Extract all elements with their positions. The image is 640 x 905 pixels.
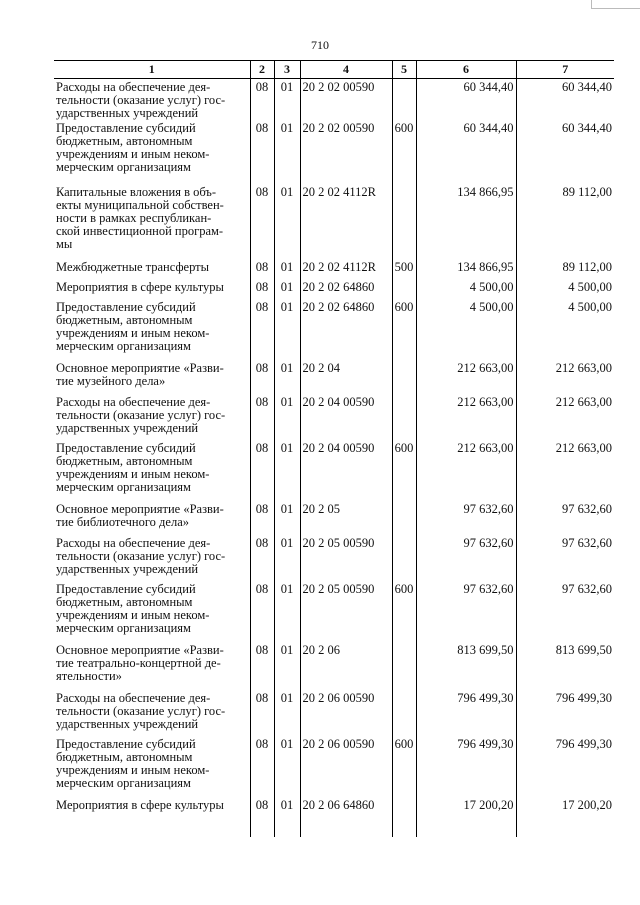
row-expense-type-cell: 600 [392, 299, 416, 360]
row-section-cell: 08 [250, 535, 274, 581]
row-section-cell: 08 [250, 736, 274, 797]
row-amount-cell: 212 663,00 [416, 360, 516, 394]
row-amount-cell: 4 500,00 [516, 279, 614, 299]
row-target-code-cell: 20 2 04 00590 [300, 440, 392, 501]
row-name-cell: Предоставление субсидий бюджетным, автономным учреждениям и иным неком- мерческим организациям [56, 300, 210, 353]
row-expense-type-cell [392, 690, 416, 736]
row-target-code-cell: 20 2 02 00590 [300, 120, 392, 184]
table-row [54, 581, 614, 642]
row-name-cell: Мероприятия в сфере культуры [56, 280, 224, 294]
row-amount-cell: 60 344,40 [416, 79, 516, 121]
row-target-code-cell: 20 2 04 00590 [300, 394, 392, 440]
row-expense-type-cell [392, 501, 416, 535]
row-amount-cell: 796 499,30 [416, 690, 516, 736]
row-name-cell: Предоставление субсидий бюджетным, автономным учреждениям и иным неком- мерческим организациям [56, 582, 210, 635]
row-amount-cell: 17 200,20 [516, 797, 614, 837]
row-subsection-cell: 01 [274, 259, 300, 279]
row-amount-cell: 212 663,00 [516, 394, 614, 440]
row-section-cell: 08 [250, 120, 274, 184]
row-amount-cell: 4 500,00 [416, 299, 516, 360]
row-amount-cell: 17 200,20 [416, 797, 516, 837]
row-expense-type-cell: 600 [392, 440, 416, 501]
row-target-code-cell: 20 2 05 00590 [300, 581, 392, 642]
column-header: 6 [416, 61, 516, 79]
row-name-cell: Мероприятия в сфере культуры [56, 798, 224, 812]
row-amount-cell: 60 344,40 [516, 79, 614, 121]
row-subsection-cell: 01 [274, 690, 300, 736]
row-target-code-cell: 20 2 04 [300, 360, 392, 394]
row-section-cell: 08 [250, 581, 274, 642]
page-number: 710 [311, 38, 329, 52]
row-amount-cell: 796 499,30 [516, 736, 614, 797]
row-amount-cell: 97 632,60 [416, 501, 516, 535]
row-name-cell: Расходы на обеспечение дея- тельности (оказание услуг) гос- ударственных учреждений [56, 80, 226, 120]
row-amount-cell: 813 699,50 [416, 642, 516, 690]
row-amount-cell: 813 699,50 [516, 642, 614, 690]
row-amount-cell: 4 500,00 [516, 299, 614, 360]
row-subsection-cell: 01 [274, 797, 300, 837]
table-row [54, 690, 614, 736]
row-subsection-cell: 01 [274, 279, 300, 299]
row-subsection-cell: 01 [274, 642, 300, 690]
row-name-cell: Расходы на обеспечение дея- тельности (оказание услуг) гос- ударственных учреждений [56, 691, 226, 731]
row-section-cell: 08 [250, 79, 274, 121]
row-subsection-cell: 01 [274, 501, 300, 535]
row-target-code-cell: 20 2 05 00590 [300, 535, 392, 581]
row-name-cell: Предоставление субсидий бюджетным, автономным учреждениям и иным неком- мерческим организациям [56, 737, 210, 790]
column-header: 1 [54, 61, 250, 79]
row-section-cell: 08 [250, 501, 274, 535]
row-name-cell: Основное мероприятие «Разви- тие театрально-концертной де- ятельности» [56, 643, 224, 683]
row-subsection-cell: 01 [274, 736, 300, 797]
row-expense-type-cell [392, 79, 416, 121]
row-amount-cell: 97 632,60 [416, 581, 516, 642]
row-target-code-cell: 20 2 02 00590 [300, 79, 392, 121]
row-target-code-cell: 20 2 02 4112R [300, 259, 392, 279]
table-row [54, 535, 614, 581]
row-section-cell: 08 [250, 299, 274, 360]
row-expense-type-cell [392, 360, 416, 394]
column-header: 4 [300, 61, 392, 79]
row-amount-cell: 89 112,00 [516, 184, 614, 259]
column-header: 5 [392, 61, 416, 79]
row-name-cell: Расходы на обеспечение дея- тельности (оказание услуг) гос- ударственных учреждений [56, 536, 226, 576]
row-subsection-cell: 01 [274, 360, 300, 394]
row-expense-type-cell [392, 279, 416, 299]
row-amount-cell: 89 112,00 [516, 259, 614, 279]
row-section-cell: 08 [250, 360, 274, 394]
row-expense-type-cell [392, 797, 416, 837]
table-row [54, 279, 614, 299]
row-amount-cell: 60 344,40 [516, 120, 614, 184]
row-amount-cell: 97 632,60 [516, 501, 614, 535]
row-target-code-cell: 20 2 06 00590 [300, 736, 392, 797]
row-expense-type-cell [392, 184, 416, 259]
table-row [54, 501, 614, 535]
row-name-cell: Межбюджетные трансферты [56, 260, 210, 274]
row-amount-cell: 212 663,00 [416, 440, 516, 501]
row-name-cell: Основное мероприятие «Разви- тие библиотечного дела» [56, 502, 224, 529]
row-target-code-cell: 20 2 02 64860 [300, 279, 392, 299]
row-target-code-cell: 20 2 06 [300, 642, 392, 690]
row-expense-type-cell: 500 [392, 259, 416, 279]
row-subsection-cell: 01 [274, 440, 300, 501]
row-expense-type-cell: 600 [392, 581, 416, 642]
column-header: 3 [274, 61, 300, 79]
table-row [54, 259, 614, 279]
row-target-code-cell: 20 2 02 4112R [300, 184, 392, 259]
table-row [54, 797, 614, 837]
row-section-cell: 08 [250, 642, 274, 690]
row-expense-type-cell [392, 535, 416, 581]
row-amount-cell: 97 632,60 [516, 581, 614, 642]
row-section-cell: 08 [250, 279, 274, 299]
row-amount-cell: 134 866,95 [416, 259, 516, 279]
row-name-cell: Предоставление субсидий бюджетным, автономным учреждениям и иным неком- мерческим организациям [56, 441, 210, 494]
row-subsection-cell: 01 [274, 79, 300, 121]
table-row [54, 394, 614, 440]
row-subsection-cell: 01 [274, 184, 300, 259]
row-amount-cell: 796 499,30 [516, 690, 614, 736]
row-subsection-cell: 01 [274, 299, 300, 360]
row-amount-cell: 212 663,00 [516, 360, 614, 394]
table-row [54, 79, 614, 121]
row-name-cell: Предоставление субсидий бюджетным, автономным учреждениям и иным неком- мерческим организациям [56, 121, 210, 174]
row-name-cell: Капитальные вложения в объ- екты муниципальной собствен- ности в рамках республикан- ской инвестиционной програм- мы [56, 185, 224, 251]
row-amount-cell: 212 663,00 [416, 394, 516, 440]
row-target-code-cell: 20 2 02 64860 [300, 299, 392, 360]
row-subsection-cell: 01 [274, 581, 300, 642]
table-row [54, 736, 614, 797]
table-row [54, 299, 614, 360]
row-amount-cell: 97 632,60 [416, 535, 516, 581]
row-expense-type-cell [392, 394, 416, 440]
table-header-row [54, 61, 614, 79]
row-target-code-cell: 20 2 05 [300, 501, 392, 535]
budget-table [54, 60, 614, 837]
row-section-cell: 08 [250, 797, 274, 837]
row-amount-cell: 212 663,00 [516, 440, 614, 501]
row-section-cell: 08 [250, 394, 274, 440]
row-expense-type-cell: 600 [392, 120, 416, 184]
row-section-cell: 08 [250, 690, 274, 736]
row-name-cell: Расходы на обеспечение дея- тельности (оказание услуг) гос- ударственных учреждений [56, 395, 226, 435]
row-target-code-cell: 20 2 06 00590 [300, 690, 392, 736]
row-amount-cell: 796 499,30 [416, 736, 516, 797]
row-target-code-cell: 20 2 06 64860 [300, 797, 392, 837]
table-row [54, 642, 614, 690]
row-section-cell: 08 [250, 184, 274, 259]
row-section-cell: 08 [250, 440, 274, 501]
table-row [54, 360, 614, 394]
table-row [54, 120, 614, 184]
row-section-cell: 08 [250, 259, 274, 279]
column-header: 2 [250, 61, 274, 79]
column-header: 7 [516, 61, 614, 79]
row-amount-cell: 97 632,60 [516, 535, 614, 581]
row-subsection-cell: 01 [274, 120, 300, 184]
row-amount-cell: 4 500,00 [416, 279, 516, 299]
table-row [54, 440, 614, 501]
row-subsection-cell: 01 [274, 394, 300, 440]
row-name-cell: Основное мероприятие «Разви- тие музейного дела» [56, 361, 224, 388]
row-expense-type-cell [392, 642, 416, 690]
table-row [54, 184, 614, 259]
row-amount-cell: 60 344,40 [416, 120, 516, 184]
page-corner-mark [591, 0, 640, 9]
row-expense-type-cell: 600 [392, 736, 416, 797]
row-amount-cell: 134 866,95 [416, 184, 516, 259]
row-subsection-cell: 01 [274, 535, 300, 581]
